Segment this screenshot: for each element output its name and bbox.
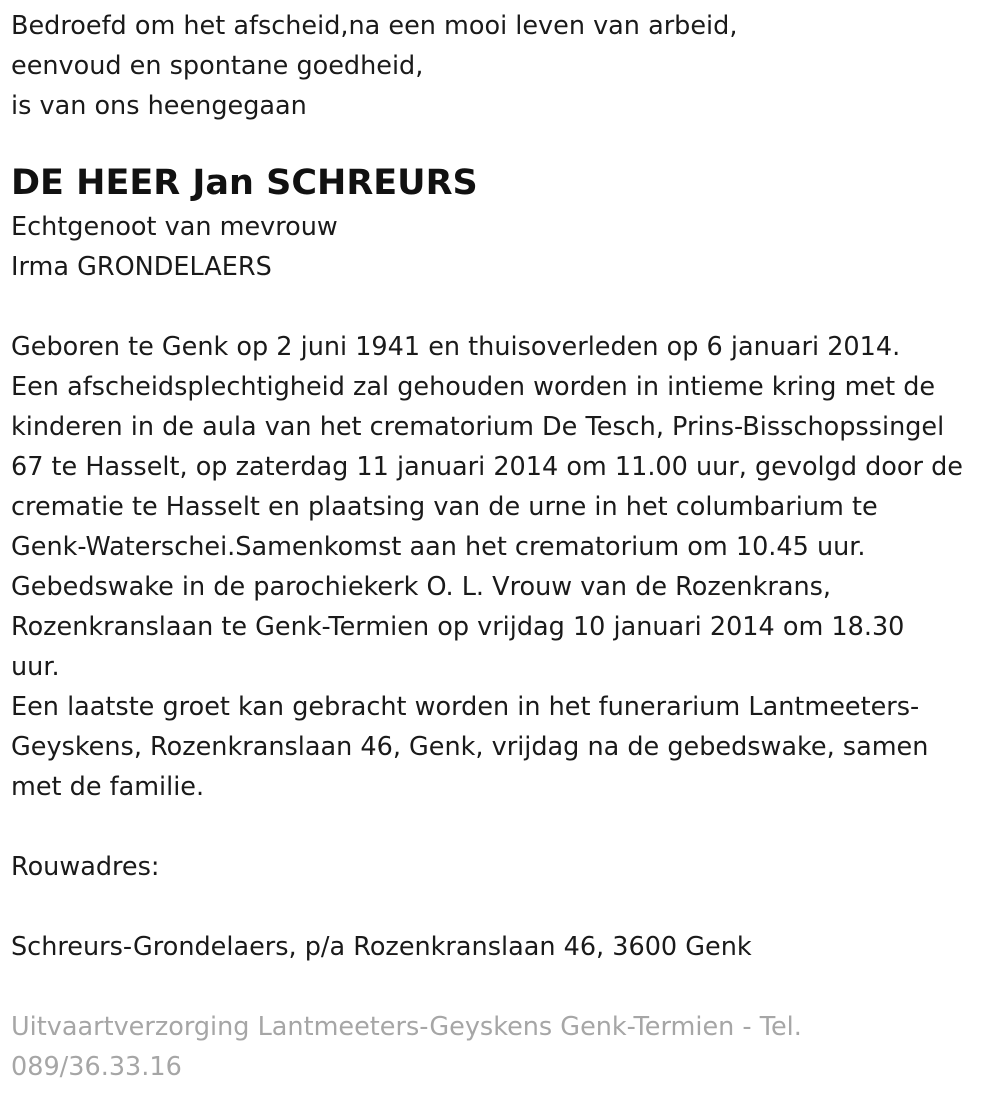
body-line: kinderen in de aula van het crematorium De Tesch, Prins-Bisschopssingel [11,412,945,442]
body-line: Geyskens, Rozenkranslaan 46, Genk, vrijdag na de gebedswake, samen [11,732,929,762]
footer-phone: 089/36.33.16 [11,1052,182,1082]
notice-body [11,327,991,807]
body-line: Een afscheidsplechtigheid zal gehouden worden in intieme kring met de [11,372,936,402]
intro-line: Bedroefd om het afscheid,na een mooi leven van arbeid, [11,11,738,41]
funeral-director-footer [11,1007,991,1087]
spacer [11,287,991,327]
spacer [11,887,991,927]
body-line: Gebedswake in de parochiekerk O. L. Vrouw van de Rozenkrans, [11,572,832,602]
body-line: Geboren te Genk op 2 juni 1941 en thuisoverleden op 6 januari 2014. [11,332,901,362]
deceased-name: DE HEER Jan SCHREURS [11,163,478,203]
intro-line: eenvoud en spontane goedheid, [11,51,424,81]
body-line: Genk-Waterschei.Samenkomst aan het crematorium om 10.45 uur. [11,532,866,562]
body-line: uur. [11,652,60,682]
body-line: crematie te Hasselt en plaatsing van de urne in het columbarium te [11,492,878,522]
body-line: 67 te Hasselt, op zaterdag 11 januari 2014 om 11.00 uur, gevolgd door de [11,452,963,482]
spacer [11,807,991,847]
spouse-line: Echtgenoot van mevrouw [11,212,338,242]
spacer [11,967,991,1007]
body-line: Rozenkranslaan te Genk-Termien op vrijdag 10 januari 2014 om 18.30 [11,612,905,642]
address-value: Schreurs-Grondelaers, p/a Rozenkranslaan 46, 3600 Genk [11,932,752,962]
death-notice [11,6,991,1087]
address-label: Rouwadres: [11,852,160,882]
intro-verse [11,6,991,126]
spouse-info [11,207,991,287]
spouse-line: Irma GRONDELAERS [11,252,272,282]
intro-line: is van ons heengegaan [11,91,307,121]
body-line: Een laatste groet kan gebracht worden in het funerarium Lantmeeters- [11,692,920,722]
footer-line: Uitvaartverzorging Lantmeeters-Geyskens Genk-Termien - Tel. [11,1012,802,1042]
body-line: met de familie. [11,772,205,802]
